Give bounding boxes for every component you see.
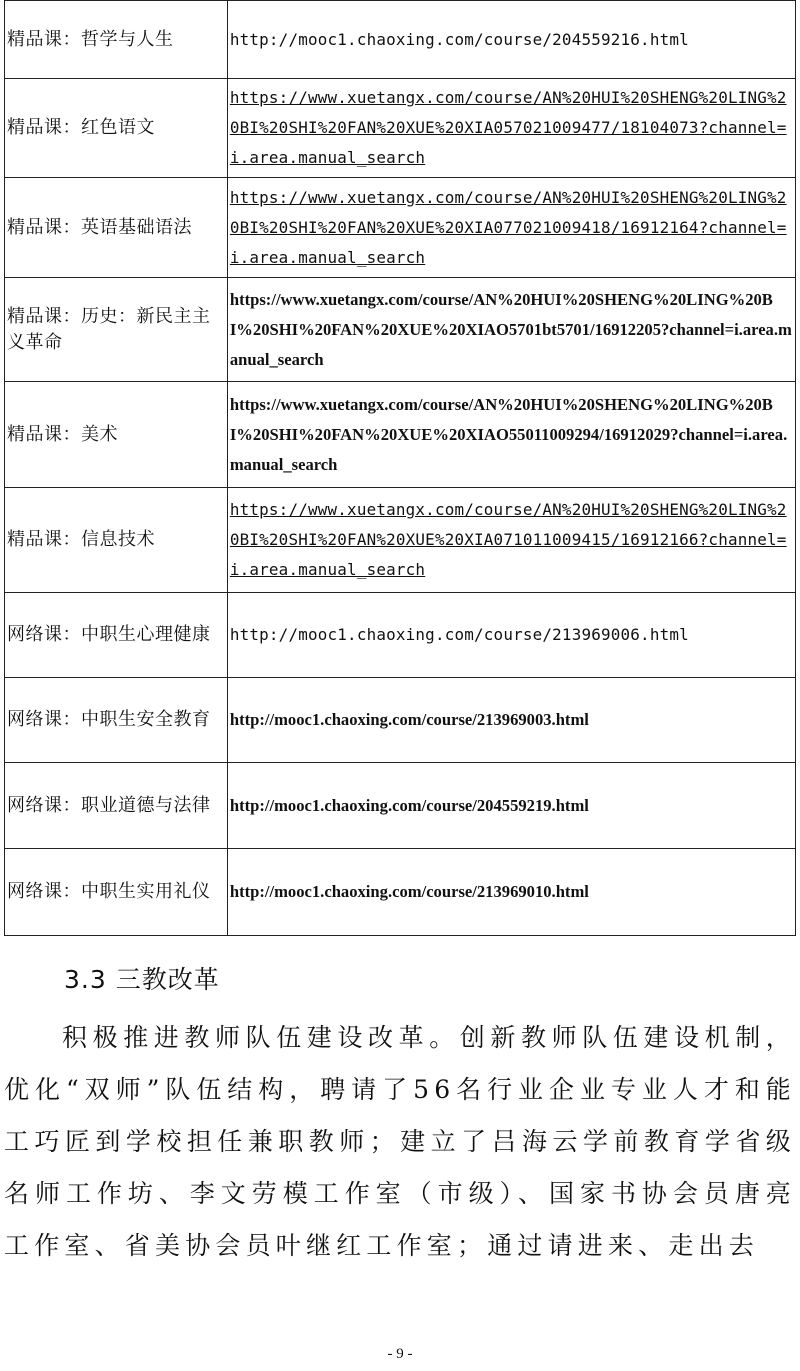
table-row	[5, 763, 796, 849]
course-link[interactable]: https://www.xuetangx.com/course/AN%20HUI%20SHENG%20LING%20BI%20SHI%20FAN%20XUE%20XIA077021009418/16912164?channel=i.area.manual_search	[227, 178, 795, 278]
course-link[interactable]: https://www.xuetangx.com/course/AN%20HUI%20SHENG%20LING%20BI%20SHI%20FAN%20XUE%20XIA057021009477/18104073?channel=i.area.manual_search	[227, 79, 795, 178]
table-row	[5, 488, 796, 593]
course-link[interactable]: http://mooc1.chaoxing.com/course/213969010.html	[227, 849, 795, 936]
course-link[interactable]: http://mooc1.chaoxing.com/course/213969006.html	[227, 593, 795, 678]
course-link[interactable]: https://www.xuetangx.com/course/AN%20HUI%20SHENG%20LING%20BI%20SHI%20FAN%20XUE%20XIAO55011009294/16912029?channel=i.area.manual_search	[227, 382, 795, 488]
table-row	[5, 178, 796, 278]
course-name: 精品课：英语基础语法	[5, 178, 228, 278]
table-row	[5, 849, 796, 936]
course-name: 精品课：哲学与人生	[5, 1, 228, 79]
table-row	[5, 278, 796, 382]
table-row	[5, 678, 796, 763]
course-name: 精品课：历史：新民主主义革命	[5, 278, 228, 382]
course-link[interactable]: http://mooc1.chaoxing.com/course/204559216.html	[227, 1, 795, 79]
course-name: 网络课：中职生安全教育	[5, 678, 228, 763]
course-name: 网络课：中职生实用礼仪	[5, 849, 228, 936]
course-name: 精品课：信息技术	[5, 488, 228, 593]
table-row	[5, 382, 796, 488]
page-number: - 9 -	[387, 1346, 413, 1362]
course-link[interactable]: http://mooc1.chaoxing.com/course/213969003.html	[227, 678, 795, 763]
course-name: 精品课：美术	[5, 382, 228, 488]
table-row	[5, 79, 796, 178]
course-links-table	[4, 0, 796, 936]
table-row	[5, 593, 796, 678]
course-name: 网络课：职业道德与法律	[5, 763, 228, 849]
section-heading: 3.3 三教改革	[64, 965, 220, 994]
course-link[interactable]: https://www.xuetangx.com/course/AN%20HUI%20SHENG%20LING%20BI%20SHI%20FAN%20XUE%20XIA071011009415/16912166?channel=i.area.manual_search	[227, 488, 795, 593]
section-paragraph: 积极推进教师队伍建设改革。创新教师队伍建设机制，优化“双师”队伍结构，聘请了56名行业企业专业人才和能工巧匠到学校担任兼职教师；建立了吕海云学前教育学省级名师工作坊、李文劳模工作室（市级）、国家书协会员唐亮工作室、省美协会员叶继红工作室；通过请进来、走出去	[4, 1023, 796, 1260]
course-name: 精品课：红色语文	[5, 79, 228, 178]
table-row	[5, 1, 796, 79]
course-link[interactable]: http://mooc1.chaoxing.com/course/204559219.html	[227, 763, 795, 849]
course-name: 网络课：中职生心理健康	[5, 593, 228, 678]
course-link[interactable]: https://www.xuetangx.com/course/AN%20HUI%20SHENG%20LING%20BI%20SHI%20FAN%20XUE%20XIAO5701bt5701/16912205?channel=i.area.manual_search	[227, 278, 795, 382]
